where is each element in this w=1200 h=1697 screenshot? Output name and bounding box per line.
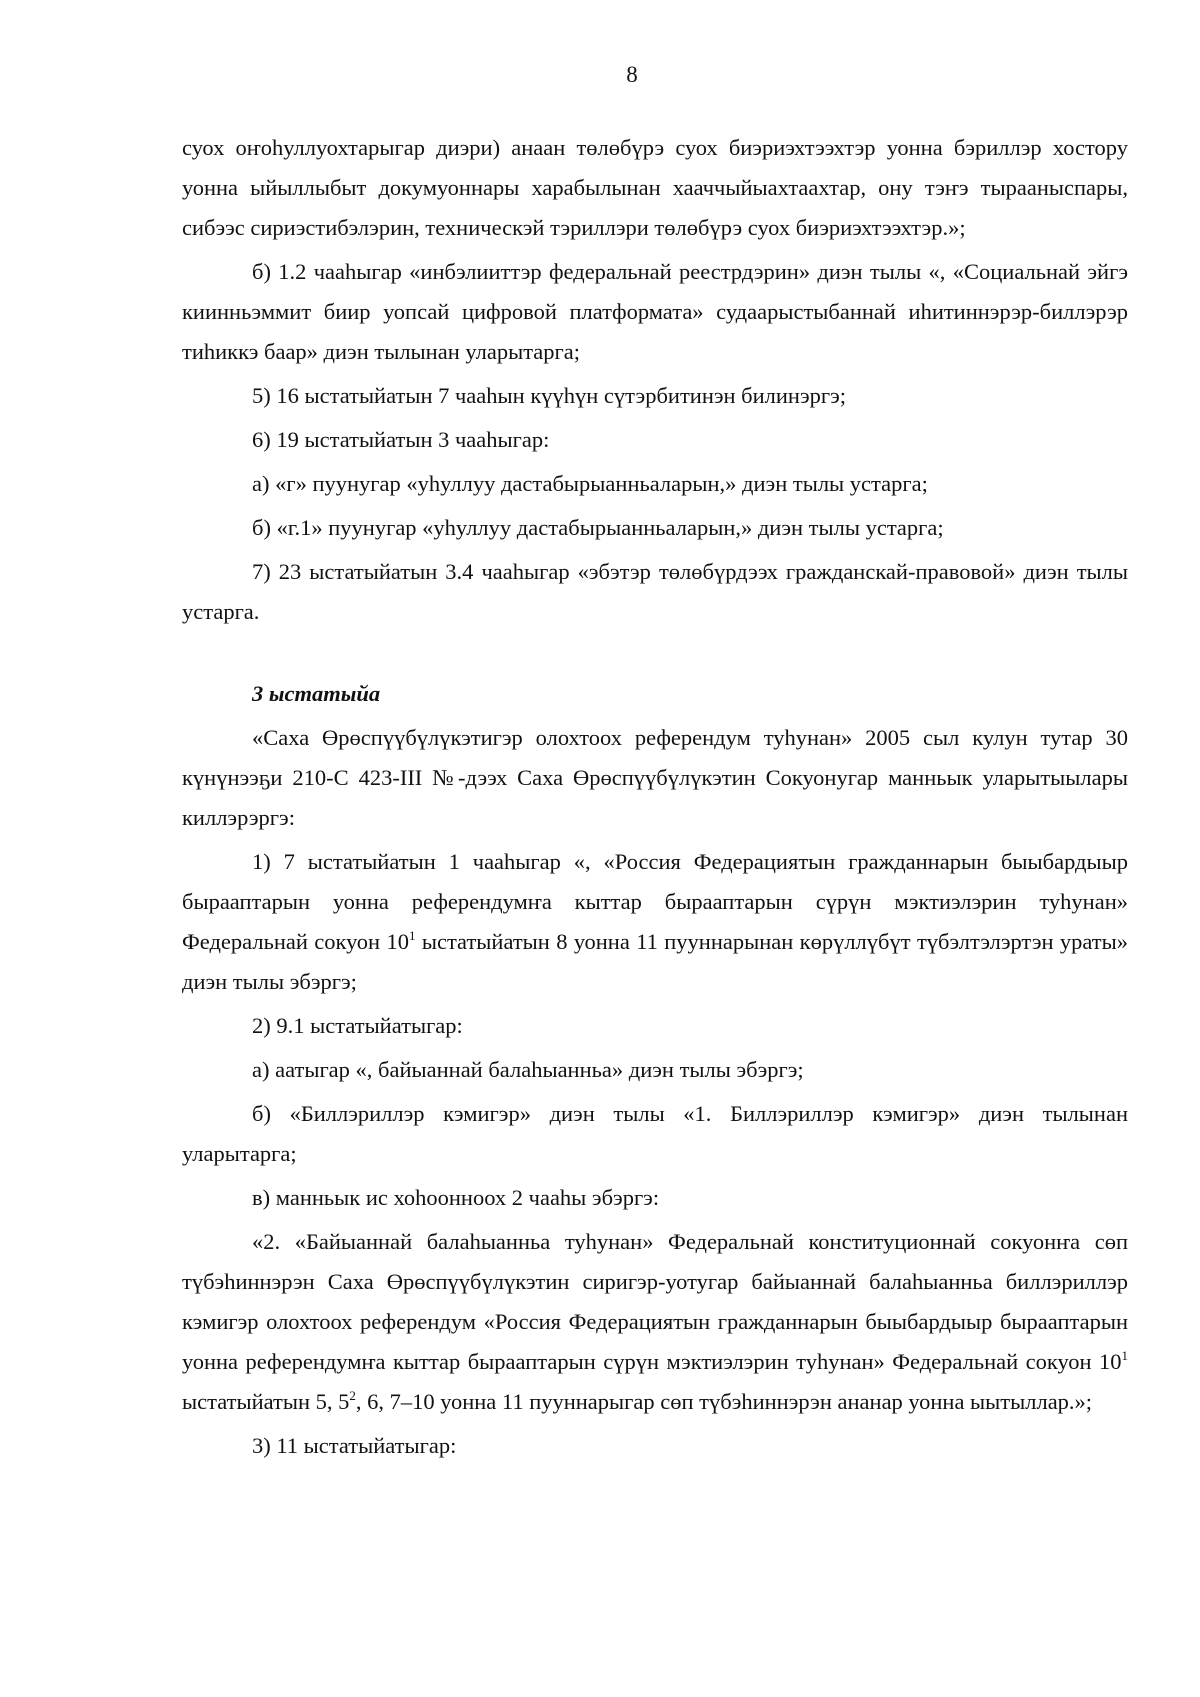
quote-part-1: «2. «Байыаннай балаһыанньа туһунан» Федеральнай конституционнай сокуонҥа сөп түбэһиннэрэн Саха Өрөспүүбүлүкэтин сиригэр-уотугар байыаннай балаһыанньа биллэриллэр кэмигэр олохтоох референдум «Россия Федерациятын гражданнарын быыбардыыр бырааптарын уонна референдумҥа кыттар бырааптарын сүрүн мэктиэлэрин туһунан» Федеральнай сокуон 10 xyxy=(182,1229,1128,1374)
section-item-1 xyxy=(182,842,1128,1002)
paragraph-b-1-2: б) 1.2 чааһыгар «инбэлииттэр федеральнай реестрдэрин» диэн тылы «, «Социальнай эйгэ киинньэммит биир уопсай цифровой платформата» судаарыстыбаннай иһитиннэрэр-биллэрэр тиһиккэ баар» диэн тылынан уларытарга; xyxy=(182,259,1128,364)
section-item-3: 3) 11 ыстатыйатыгар: xyxy=(252,1433,457,1458)
paragraph-6: 6) 19 ыстатыйатын 3 чааһыгар: xyxy=(252,427,550,452)
section-intro: «Саха Өрөспүүбүлүкэтигэр олохтоох референдум туһунан» 2005 сыл кулун тутар 30 күнүнээҕи 210-С 423-III №-дээх Саха Өрөспүүбүлүкэтин Сокуонугар манньык уларытыылары киллэрэргэ: xyxy=(182,725,1128,830)
paragraph-5: 5) 16 ыстатыйатын 7 чааһын күүһүн сүтэрбитинэн билинэргэ; xyxy=(252,383,847,408)
quote-part-3: , 6, 7–10 уонна 11 пууннарыгар сөп түбэһиннэрэн ананар уонна ыытыллар.»; xyxy=(355,1389,1093,1414)
section-item-2b: б) «Биллэриллэр кэмигэр» диэн тылы «1. Биллэриллэр кэмигэр» диэн тылынан уларытарга; xyxy=(182,1101,1128,1166)
paragraph-continuation: суох оҥоһуллуохтарыгар диэри) анаан төлөбүрэ суох биэриэхтээхтэр уонна бэриллэр хостору уонна ыйыллыбыт докумуоннары харабылынан хааччыйыахтаахтар, ону тэҥэ тырааныспары, сибээс сириэстибэлэрин, техническэй тэриллэри төлөбүрэ суох биэриэхтээхтэр.»; xyxy=(182,135,1128,240)
section-item-2a: а) аатыгар «, байыаннай балаһыанньа» диэн тылы эбэргэ; xyxy=(252,1057,804,1082)
item1-text-before: 1) 7 ыстатыйатын 1 чааһыгар «, «Россия Федерациятын гражданнарын быыбардыыр бырааптарын уонна референдумҥа кыттар бырааптарын сүрүн мэктиэлэрин туһунан» Федеральнай сокуон 10 xyxy=(182,849,1128,954)
section-heading: 3 ыстатыйа xyxy=(252,681,381,706)
page-number: 8 xyxy=(626,62,638,87)
quote-superscript-2: 2 xyxy=(349,1388,356,1403)
quote-superscript-1: 1 xyxy=(1121,1348,1128,1363)
item1-superscript: 1 xyxy=(408,928,416,943)
paragraph-6b: б) «г.1» пуунугар «уһуллуу дастабырыанньаларын,» диэн тылы устарга; xyxy=(252,515,944,540)
document-body xyxy=(182,128,1128,1470)
section-quote xyxy=(182,1222,1128,1422)
section-item-2c: в) манньык ис хоһоонноох 2 чааһы эбэргэ: xyxy=(252,1185,660,1210)
item1-text-after: ыстатыйатын 8 уонна 11 пууннарынан көрүллүбүт түбэлтэлэртэн ураты» диэн тылы эбэргэ; xyxy=(182,929,1128,994)
paragraph-7: 7) 23 ыстатыйатын 3.4 чааһыгар «эбэтэр төлөбүрдээх гражданскай-правовой» диэн тылы устарга. xyxy=(182,559,1128,624)
paragraph-6a: а) «г» пуунугар «уһуллуу дастабырыанньаларын,» диэн тылы устарга; xyxy=(252,471,928,496)
quote-part-2: ыстатыйатын 5, 5 xyxy=(182,1389,350,1414)
section-item-2: 2) 9.1 ыстатыйатыгар: xyxy=(252,1013,463,1038)
